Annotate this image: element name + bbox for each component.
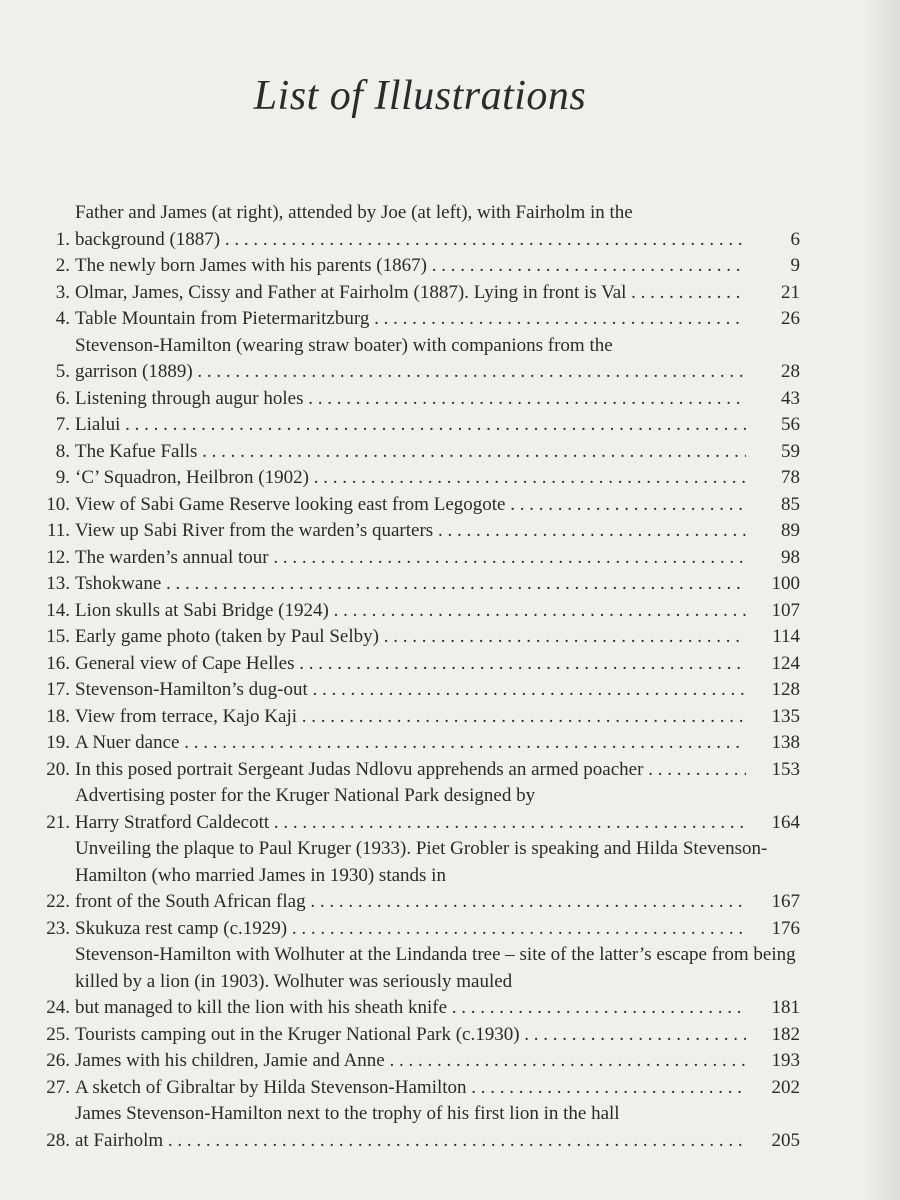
- caption-lead-text: Unveiling the plaque to Paul Kruger (1933). Piet Grobler is speaking and Hilda Stevenson-Hamilton (who married James in 1930) stands in: [75, 838, 768, 886]
- page-number: 205: [771, 1129, 800, 1151]
- caption-final-line: In this posed portrait Sergeant Judas Ndlovu apprehends an armed poacher . . .: [75, 757, 746, 784]
- caption-final-line: View from terrace, Kajo Kaji . . .: [75, 704, 746, 731]
- list-item: [40, 386, 800, 413]
- caption-lead-text: James Stevenson-Hamilton next to the trophy of his first lion in the hall: [75, 1103, 620, 1124]
- page-number: 138: [771, 732, 800, 753]
- item-number: 11.: [46, 520, 70, 541]
- item-number: 7.: [55, 414, 70, 435]
- item-number: 9.: [55, 467, 70, 488]
- list-item: [40, 783, 800, 836]
- item-number: 25.: [46, 1023, 70, 1045]
- item-caption: [75, 651, 800, 678]
- item-number: 6.: [55, 387, 70, 409]
- caption-final-line: Table Mountain from Pietermaritzburg . . .: [75, 306, 746, 333]
- caption-final-line: at Fairholm . . .: [75, 1128, 746, 1155]
- item-caption: [75, 412, 800, 439]
- list-item: [40, 916, 800, 943]
- item-caption: [75, 306, 800, 333]
- caption-final-line: General view of Cape Helles . . .: [75, 651, 746, 678]
- page-number: 78: [781, 467, 800, 488]
- page-number: 128: [771, 679, 800, 700]
- page-number: 21: [781, 281, 800, 303]
- caption-final-line: Stevenson-Hamilton’s dug-out . . .: [75, 677, 746, 704]
- item-number: 20.: [46, 758, 70, 780]
- caption-lead-text: Father and James (at right), attended by Joe (at left), with Fairholm in the: [75, 202, 633, 223]
- caption-final-line: Listening through augur holes . . .: [75, 386, 746, 413]
- page-edge-shadow: [860, 0, 900, 1200]
- item-number: 12.: [46, 546, 70, 568]
- item-number: 24.: [46, 997, 70, 1018]
- list-item: [40, 492, 800, 519]
- item-number: 26.: [46, 1050, 70, 1071]
- list-item: [40, 730, 800, 757]
- item-caption: [75, 518, 800, 545]
- item-number: 21.: [46, 811, 70, 833]
- list-item: [40, 651, 800, 678]
- item-caption: [75, 253, 800, 280]
- caption-final-line: background (1887) . . .: [75, 227, 746, 254]
- item-number: 18.: [46, 705, 70, 727]
- page-number: 124: [771, 652, 800, 674]
- list-item: [40, 598, 800, 625]
- page-number: 6: [790, 228, 800, 250]
- page-number: 107: [771, 599, 800, 621]
- item-number: 15.: [46, 626, 70, 647]
- item-caption: [75, 492, 800, 519]
- item-caption: [75, 916, 800, 943]
- list-item: [40, 1075, 800, 1102]
- caption-final-line: ‘C’ Squadron, Heilbron (1902) . . .: [75, 465, 746, 492]
- item-caption: [75, 730, 800, 757]
- page-number: 153: [771, 758, 800, 780]
- item-caption: [75, 783, 800, 836]
- page-number: 164: [771, 811, 800, 833]
- caption-final-line: Skukuza rest camp (c.1929) . . .: [75, 916, 746, 943]
- item-number: 1.: [55, 228, 70, 250]
- page-number: 167: [771, 891, 800, 912]
- item-number: 22.: [46, 891, 70, 912]
- caption-final-line: View up Sabi River from the warden’s quarters . . .: [75, 518, 746, 545]
- list-item: [40, 624, 800, 651]
- item-number: 14.: [46, 599, 70, 621]
- list-item: [40, 571, 800, 598]
- list-item: [40, 412, 800, 439]
- caption-final-line: front of the South African flag . . .: [75, 889, 746, 916]
- item-caption: [75, 571, 800, 598]
- caption-final-line: Tshokwane . . .: [75, 571, 746, 598]
- list-item: [40, 1022, 800, 1049]
- list-item: [40, 333, 800, 386]
- caption-lead-text: Stevenson-Hamilton with Wolhuter at the Lindanda tree – site of the latter’s escape from being killed by a lion (in 1903). Wolhuter was seriously mauled: [75, 944, 796, 992]
- list-item: [40, 465, 800, 492]
- item-caption: [75, 704, 800, 731]
- caption-final-line: but managed to kill the lion with his sheath knife . . .: [75, 995, 746, 1022]
- caption-final-line: The newly born James with his parents (1867) . . .: [75, 253, 746, 280]
- list-item: [40, 1048, 800, 1075]
- item-number: 2.: [55, 255, 70, 276]
- caption-final-line: Lialui . . .: [75, 412, 746, 439]
- list-item: [40, 677, 800, 704]
- item-number: 16.: [46, 652, 70, 674]
- item-caption: [75, 836, 800, 916]
- page-number: 59: [781, 440, 800, 462]
- item-number: 13.: [46, 573, 70, 594]
- item-number: 5.: [55, 361, 70, 382]
- list-item: [40, 942, 800, 1022]
- item-caption: [75, 200, 800, 253]
- item-number: 28.: [46, 1129, 70, 1151]
- caption-final-line: A sketch of Gibraltar by Hilda Stevenson-Hamilton . . .: [75, 1075, 746, 1102]
- page-title: List of Illustrations: [253, 73, 587, 119]
- page-number: 202: [771, 1076, 800, 1098]
- caption-final-line: The Kafue Falls . . .: [75, 439, 746, 466]
- caption-final-line: Harry Stratford Caldecott . . .: [75, 810, 746, 837]
- item-caption: [75, 677, 800, 704]
- list-item: [40, 704, 800, 731]
- item-caption: [75, 1075, 800, 1102]
- list-item: [40, 439, 800, 466]
- item-number: 3.: [55, 281, 70, 303]
- item-number: 10.: [46, 493, 70, 515]
- item-caption: [75, 465, 800, 492]
- caption-final-line: Lion skulls at Sabi Bridge (1924) . . .: [75, 598, 746, 625]
- item-caption: [75, 333, 800, 386]
- item-number: 4.: [55, 308, 70, 329]
- page-number: 182: [771, 1023, 800, 1045]
- item-caption: [75, 1048, 800, 1075]
- page-number: 89: [781, 520, 800, 541]
- page-number: 135: [771, 705, 800, 727]
- illustrations-list: [40, 200, 800, 1154]
- page-number: 181: [771, 997, 800, 1018]
- item-number: 23.: [46, 917, 70, 939]
- item-caption: [75, 757, 800, 784]
- caption-final-line: James with his children, Jamie and Anne . . .: [75, 1048, 746, 1075]
- page-number: 176: [771, 917, 800, 939]
- list-item: [40, 518, 800, 545]
- list-item: [40, 200, 800, 253]
- list-item: [40, 757, 800, 784]
- caption-final-line: Olmar, James, Cissy and Father at Fairholm (1887). Lying in front is Val . . .: [75, 280, 746, 307]
- list-item: [40, 836, 800, 916]
- page-number: 43: [781, 387, 800, 409]
- item-number: 27.: [46, 1076, 70, 1098]
- item-caption: [75, 1022, 800, 1049]
- caption-final-line: Tourists camping out in the Kruger National Park (c.1930) . . .: [75, 1022, 746, 1049]
- item-number: 17.: [46, 679, 70, 700]
- page-number: 26: [781, 308, 800, 329]
- page-number: 28: [781, 361, 800, 382]
- list-item: [40, 253, 800, 280]
- page-number: 85: [781, 493, 800, 515]
- caption-final-line: Early game photo (taken by Paul Selby) . . .: [75, 624, 746, 651]
- page-number: 100: [771, 573, 800, 594]
- caption-final-line: A Nuer dance . . .: [75, 730, 746, 757]
- list-item: [40, 306, 800, 333]
- page-number: 98: [781, 546, 800, 568]
- list-item: [40, 280, 800, 307]
- item-caption: [75, 942, 800, 1022]
- item-number: 19.: [46, 732, 70, 753]
- item-caption: [75, 598, 800, 625]
- item-caption: [75, 386, 800, 413]
- caption-final-line: garrison (1889) . . .: [75, 359, 746, 386]
- item-caption: [75, 280, 800, 307]
- item-caption: [75, 1101, 800, 1154]
- caption-final-line: The warden’s annual tour . . .: [75, 545, 746, 572]
- item-caption: [75, 624, 800, 651]
- item-caption: [75, 545, 800, 572]
- page-number: 9: [790, 255, 800, 276]
- page-number: 193: [771, 1050, 800, 1071]
- page-number: 114: [772, 626, 800, 647]
- item-number: 8.: [55, 440, 70, 462]
- page-number: 56: [781, 414, 800, 435]
- list-item: [40, 545, 800, 572]
- list-item: [40, 1101, 800, 1154]
- caption-lead-text: Stevenson-Hamilton (wearing straw boater) with companions from the: [75, 334, 613, 356]
- caption-final-line: View of Sabi Game Reserve looking east from Legogote . . .: [75, 492, 746, 519]
- caption-lead-text: Advertising poster for the Kruger National Park designed by: [75, 785, 536, 806]
- item-caption: [75, 439, 800, 466]
